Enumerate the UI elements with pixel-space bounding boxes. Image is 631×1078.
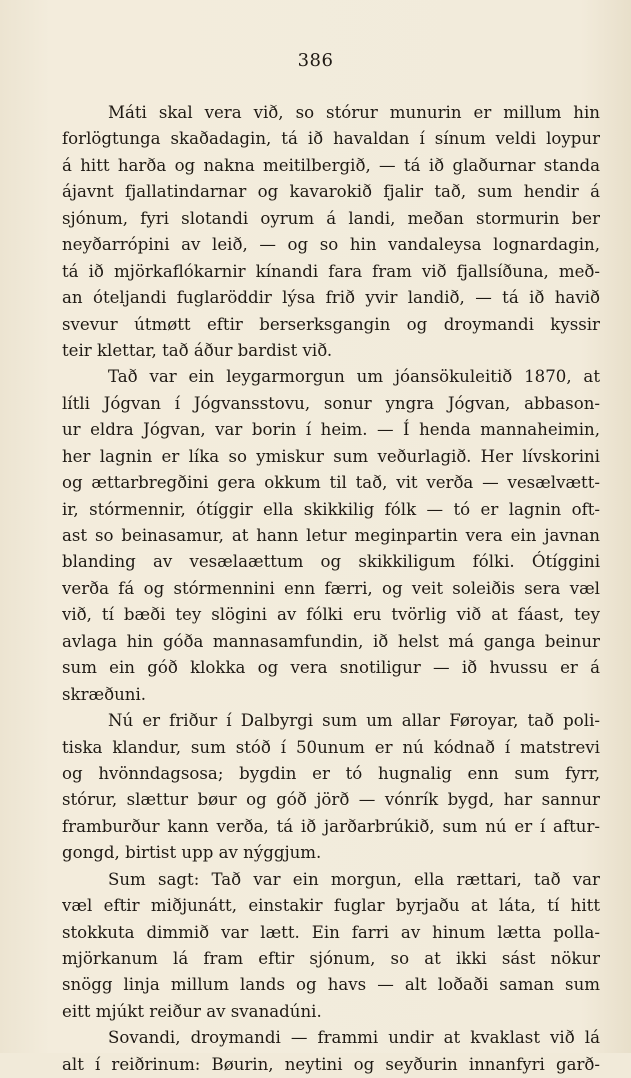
text-line: snögg linja millum lands og havs — alt loðaði saman sum [62,975,600,995]
text-line: framburður kann verða, tá ið jarðarbrúkið, sum nú er í aftur- [62,816,600,836]
text-line: forlögtunga skaðadagin, tá ið havaldan í sínum veldi loypur [62,129,600,149]
text-line: væl eftir miðjunátt, einstakir fuglar byrjaðu at láta, tí hitt [62,896,600,916]
text-line: lítli Jógvan í Jógvansstovu, sonur yngra Jógvan, abbason- [62,393,600,413]
text-line: Sum sagt: Tað var ein morgun, ella rættari, tað var [108,869,600,889]
text-line: eitt mjúkt reiður av svanadúni. [62,1001,322,1021]
body-text [62,100,600,1078]
text-line: verða fá og stórmennini enn færri, og veit soleiðis sera væl [62,578,600,598]
text-line: ájavnt fjallatindarnar og kavarokið fjalir tað, sum hendir á [62,182,600,202]
text-line: og hvönndagsosa; bygdin er tó hugnalig enn sum fyrr, [62,763,600,783]
text-line: tiska klandur, sum stóð í 50unum er nú kódnað í matstrevi [62,737,600,757]
text-line: ir, stórmennir, ótíggir ella skikkilig fólk — tó er lagnin oft- [62,499,600,519]
text-line: gongd, birtist upp av nýggjum. [62,843,322,863]
text-line: blanding av vesælaættum og skikkiligum fólki. Ótíggini [62,552,600,572]
text-line: her lagnin er líka so ymiskur sum veðurlagið. Her lívskorini [62,446,600,466]
text-line: tá ið mjörkaflókarnir kínandi fara fram við fjallsíðuna, með- [62,261,600,281]
text-line: avlaga hin góða mannasamfundin, ið helst má ganga beinur [62,631,600,651]
text-line: stokkuta dimmið var lætt. Ein farri av hinum lætta polla- [62,922,600,942]
text-line: sjónum, fyri slotandi oyrum á landi, meðan stormurin ber [62,208,600,228]
text-line: stórur, slættur bøur og góð jörð — vónrík bygd, har sannur [62,790,600,810]
text-line: teir klettar, tað áður bardist við. [62,340,333,360]
text-line: ast so beinasamur, at hann letur meginpartin vera ein javnan [62,526,600,545]
text-line: sum ein góð klokka og vera snotiligur — ið hvussu er á [62,658,600,678]
text-line: neyðarrópini av leið, — og so hin vandaleysa lognardagin, [62,235,600,255]
text-line: Máti skal vera við, so stórur munurin er millum hin [108,103,600,122]
text-line: alt í reiðrinum: Bøurin, neytini og seyðurin innanfyri garð- [62,1054,600,1074]
page-number: 386 [297,50,334,71]
text-line: Tað var ein leygarmorgun um jóansökuleitið 1870, at [108,367,600,387]
text-line: svevur útmøtt eftir berserksgangin og droymandi kyssir [62,314,600,334]
text-line: mjörkanum lá fram eftir sjónum, so at ikki sást nökur [62,949,600,968]
text-line: Nú er friður í Dalbyrgi sum um allar Føroyar, tað poli- [108,711,600,731]
text-line: og ættarbregðini gera okkum til tað, vit verða — vesælvætt- [62,473,600,493]
text-line: Sovandi, droymandi — frammi undir at kvaklast við lá [108,1028,600,1048]
text-line: an óteljandi fuglaröddir lýsa frið yvir landið, — tá ið havið [62,288,600,308]
text-line: við, tí bæði tey slögini av fólki eru tvörlig við at fáast, tey [62,605,600,625]
text-line: skræðuni. [62,684,147,704]
text-line: ur eldra Jógvan, var borin í heim. — Í henda mannaheimin, [62,420,600,440]
text-line: á hitt harða og nakna meitilbergið, — tá ið glaðurnar standa [62,155,600,175]
